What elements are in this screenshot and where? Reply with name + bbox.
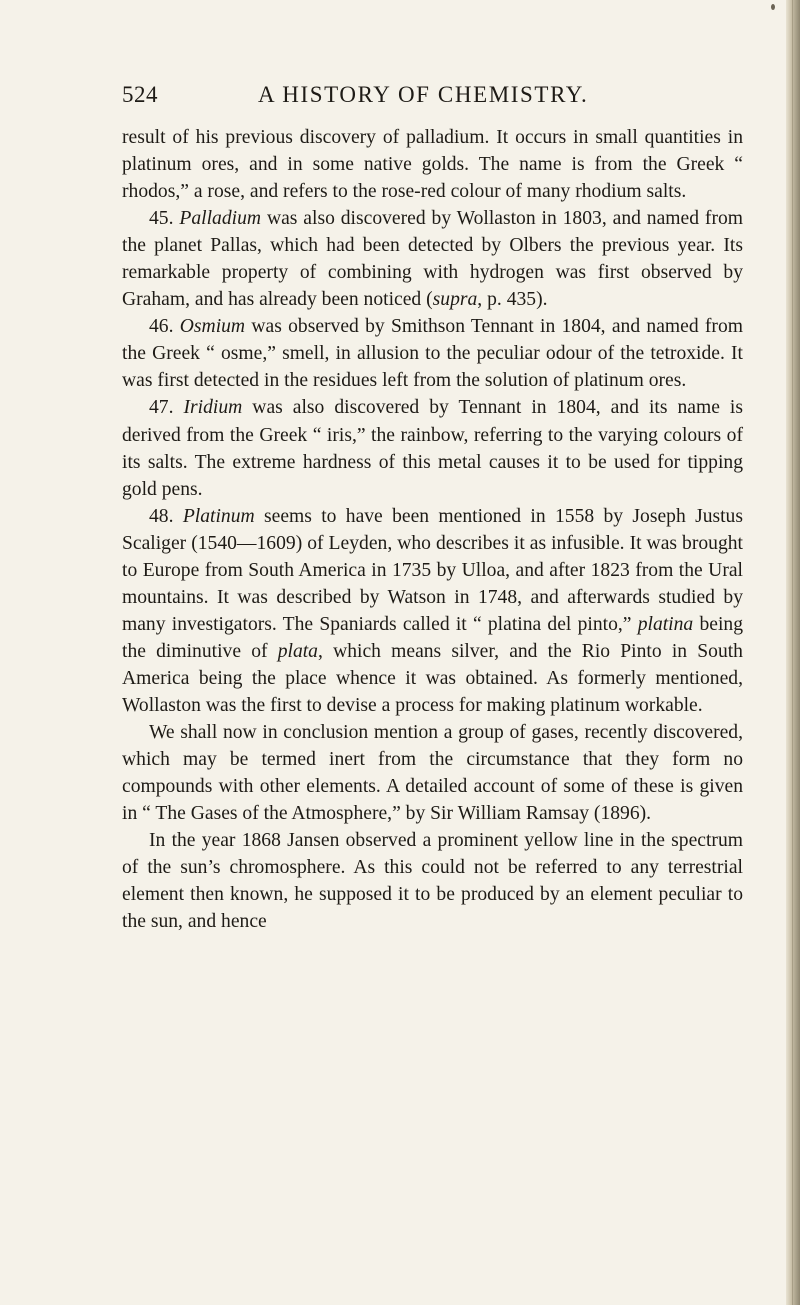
page-number: 524	[122, 82, 158, 107]
section-number: 48.	[149, 505, 174, 527]
paragraph-text: We shall now in conclusion mention a group of gases, recently discovered, which may be termed inert from the circumstance that they form no compounds with other elements. A detailed account of some of these is given in “ The Gases of the Atmosphere,” by Sir William Ramsay (1896).	[122, 722, 743, 825]
element-name: Iridium	[183, 397, 243, 419]
section-number: 46.	[149, 316, 174, 338]
element-name: Palladium	[179, 208, 262, 230]
ink-speck	[771, 4, 775, 10]
paragraph-text: was observed by Smithson Tennant in 1804, and named from the Greek “ osme,” smell, in allusion to the peculiar odour of the tetroxide. It was first detected in the residues left from the solution of platinum ores.	[122, 316, 743, 392]
paragraph-text-2: being the diminutive of	[122, 613, 743, 662]
paragraph-text: In the year 1868 Jansen observed a prominent yellow line in the spectrum of the sun’s chromosphere. As this could not be referred to any terrestrial element then known, he supposed it to be produced by an element peculiar to the sun, and hence	[122, 830, 743, 933]
paragraph-palladium	[122, 205, 743, 313]
italic-term: platina	[637, 613, 694, 635]
paragraph-rhodium-continued	[122, 124, 743, 205]
page-edge	[786, 0, 800, 1305]
paragraph-text: result of his previous discovery of palladium. It occurs in small quantities in platinum ores, and in some native golds. The name is from the Greek “ rhodos,” a rose, and refers to the rose-red colour of many rhodium salts.	[122, 127, 743, 203]
paragraph-inert-gases	[122, 719, 743, 827]
section-number: 45.	[149, 208, 174, 230]
paragraph-platinum	[122, 503, 743, 719]
paragraph-text: seems to have been mentioned in 1558 by Joseph Justus Scaliger (1540—1609) of Leyden, who describes it as infusible. It was brought to Europe from South America in 1735 by Ulloa, and after 1823 from the Ural mountains. It was described by Watson in 1748, and afterwards studied by many investigators. The Spaniards called it “ platina del pinto,”	[122, 505, 743, 635]
element-name: Osmium	[179, 316, 246, 338]
running-title: A HISTORY OF CHEMISTRY.	[258, 82, 589, 107]
body-text	[122, 124, 743, 935]
section-number: 47.	[149, 397, 174, 419]
italic-term: plata	[277, 640, 318, 662]
italic-reference: supra	[432, 289, 478, 311]
paragraph-helium	[122, 827, 743, 935]
paragraph-text: was also discovered by Wollaston in 1803, and named from the planet Pallas, which had been detected by Olbers the previous year. Its remarkable property of combining with hydrogen was first observed by Graham, and has already been noticed (	[122, 208, 744, 311]
paragraph-iridium	[122, 394, 743, 502]
page-header	[122, 82, 742, 114]
paragraph-tail: , which means silver, and the Rio Pinto in South America being the place whence it was obtained. As formerly mentioned, Wollaston was the first to devise a process for making platinum workable.	[122, 640, 743, 716]
element-name: Platinum	[182, 505, 255, 527]
paragraph-text: was also discovered by Tennant in 1804, and its name is derived from the Greek “ iris,” the rainbow, referring to the varying colours of its salts. The extreme hardness of this metal causes it to be used for tipping gold pens.	[122, 397, 743, 500]
paragraph-osmium	[122, 313, 743, 394]
paragraph-tail: , p. 435).	[477, 289, 548, 311]
